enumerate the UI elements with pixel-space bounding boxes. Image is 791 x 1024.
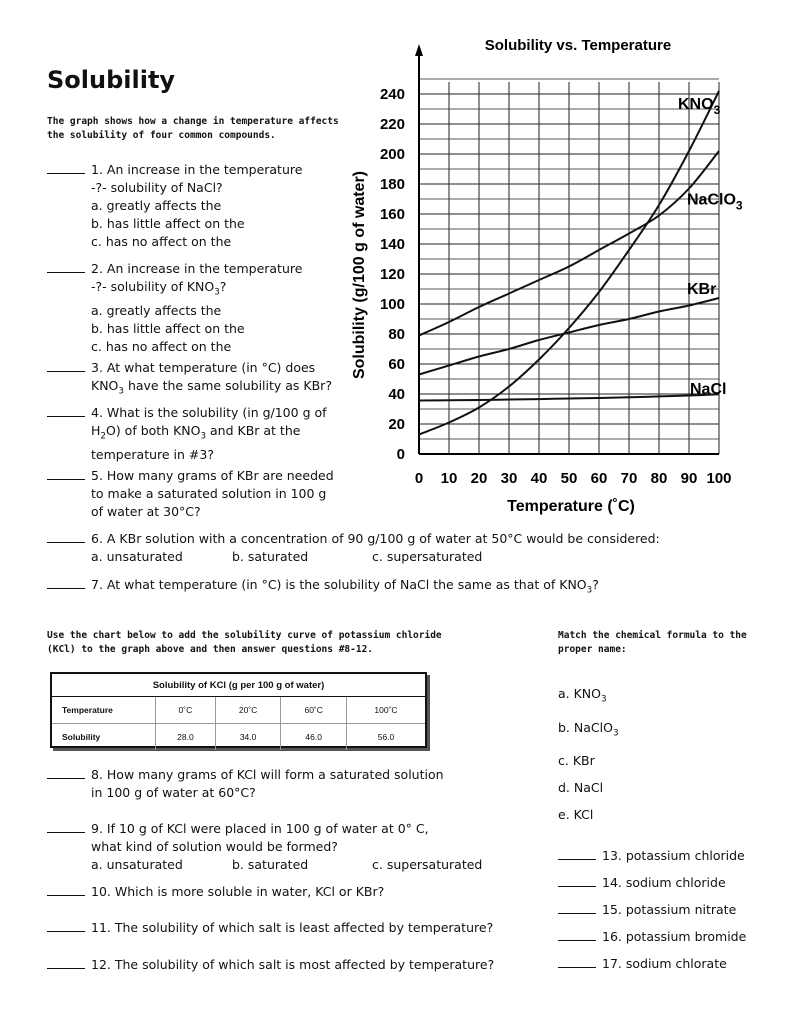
question-8-line2: in 100 g of water at 60°C? <box>91 785 256 800</box>
table-cell: 60˚C <box>281 697 347 724</box>
chart-y-axis-label: Solubility (g/100 g of water) <box>351 170 368 380</box>
question-9-line2: what kind of solution would be formed? <box>91 839 338 854</box>
y-tick-label: 0 <box>396 446 405 463</box>
match-item-14: 14. sodium chloride <box>558 869 746 896</box>
table-cell: 0˚C <box>156 697 216 724</box>
x-tick-label: 60 <box>590 470 608 487</box>
answer-blank-11[interactable] <box>47 919 85 932</box>
question-1-stem: 1. An increase in the temperature <box>91 162 303 177</box>
y-tick-label: 40 <box>388 386 405 403</box>
y-tick-label: 20 <box>388 416 405 433</box>
chart-title: Solubility vs. Temperature <box>484 37 672 54</box>
question-5 <box>47 467 334 521</box>
answer-blank-7[interactable] <box>47 576 85 589</box>
y-tick-label: 240 <box>379 86 405 103</box>
question-9-option-c: c. supersaturated <box>372 857 483 872</box>
question-12-text: 12. The solubility of which salt is most affected by temperature? <box>91 957 495 972</box>
question-5-line1: 5. How many grams of KBr are needed <box>91 468 334 483</box>
x-tick-label: 10 <box>440 470 458 487</box>
question-10 <box>47 883 384 901</box>
question-4-line1: 4. What is the solubility (in g/100 g of <box>91 405 327 420</box>
question-1-option-b: b. has little affect on the <box>91 216 245 231</box>
question-9 <box>47 820 497 874</box>
series-label: NaCl <box>690 381 727 398</box>
question-4-line3: temperature in #3? <box>91 446 214 462</box>
answer-blank-3[interactable] <box>47 359 85 372</box>
question-9-option-b: b. saturated <box>232 857 309 872</box>
question-6-option-b: b. saturated <box>232 549 309 564</box>
series-label: NaClO$_3$ <box>687 191 743 213</box>
table-cell: 100˚C <box>346 697 425 724</box>
formula-e: e. KCl <box>558 807 594 822</box>
question-1-option-a: a. greatly affects the <box>91 198 222 213</box>
solubility-chart <box>340 30 760 520</box>
x-tick-label: 100 <box>706 470 732 487</box>
y-tick-label: 140 <box>379 236 405 253</box>
table-cell: 28.0 <box>156 724 216 751</box>
y-tick-label: 100 <box>379 296 405 313</box>
question-2-line2: -?- solubility of $KNO_3$? <box>91 279 227 298</box>
match-instructions: Match the chemical formula to the proper name: <box>558 630 747 655</box>
formula-a: a. $KNO_3$ <box>558 686 607 705</box>
question-3-line2: $KNO_3$ have the same solubility as KBr? <box>91 378 332 397</box>
x-tick-label: 40 <box>530 470 548 487</box>
page-title: Solubility <box>47 66 176 94</box>
intro-text: The graph shows how a change in temperature affects the solubility of four common compounds. <box>47 116 339 141</box>
question-8 <box>47 766 444 802</box>
answer-blank-2[interactable] <box>47 260 85 273</box>
kcl-table-title: Solubility of KCl (g per 100 g of water) <box>52 674 425 697</box>
row-header-solubility: Solubility <box>52 724 156 751</box>
question-12 <box>47 956 494 974</box>
question-1-line2: -?- solubility of NaCl? <box>91 180 223 195</box>
table-cell: 56.0 <box>346 724 425 751</box>
question-1 <box>47 161 302 251</box>
answer-blank-4[interactable] <box>47 404 85 417</box>
series-label: KBr <box>687 281 717 298</box>
x-tick-label: 30 <box>500 470 518 487</box>
question-7: 7. At what temperature (in °C) is the solubility of NaCl the same as that of $KNO_3$? <box>47 576 599 600</box>
formula-list <box>558 680 619 828</box>
match-item-15: 15. potassium nitrate <box>558 896 746 923</box>
question-11-text: 11. The solubility of which salt is least affected by temperature? <box>91 920 494 935</box>
kcl-table <box>50 672 427 748</box>
question-4-line2: $H_2O$) of both $KNO_3$ and KBr at the <box>91 423 301 442</box>
x-tick-label: 70 <box>620 470 638 487</box>
question-10-text: 10. Which is more soluble in water, KCl or KBr? <box>91 884 385 899</box>
formula-c: c. KBr <box>558 753 595 768</box>
answer-blank-14[interactable] <box>558 874 596 887</box>
series-label: $KNO_3$ <box>678 96 721 117</box>
question-6-line1: 6. A KBr solution with a concentration of 90 g/100 g of water at 50°C would be considered: <box>91 531 660 546</box>
answer-blank-16[interactable] <box>558 928 596 941</box>
y-axis-arrow-icon <box>415 44 423 56</box>
table-row <box>52 697 425 724</box>
chart-tick-labels <box>380 86 732 487</box>
question-2-option-a: a. greatly affects the <box>91 302 222 318</box>
question-5-line2: to make a saturated solution in 100 g <box>91 486 327 501</box>
x-tick-label: 0 <box>414 470 424 487</box>
question-9-line1: 9. If 10 g of KCl were placed in 100 g of water at 0° C, <box>91 821 429 836</box>
formula-b: b. NaClO$_3$ <box>558 719 619 738</box>
chart-x-axis-label: Temperature (˚C) <box>507 498 635 515</box>
kcl-instructions: Use the chart below to add the solubility curve of potassium chloride (KCl) to the graph above and then answer questions #8-12. <box>47 630 442 655</box>
question-7-text: 7. At what temperature (in °C) is the solubility of NaCl the same as that of KNO <box>91 577 587 592</box>
question-9-option-a: a. unsaturated <box>91 857 183 872</box>
match-item-17: 17. sodium chlorate <box>558 950 746 977</box>
answer-blank-1[interactable] <box>47 161 85 174</box>
answer-blank-17[interactable] <box>558 955 596 968</box>
answer-blank-6[interactable] <box>47 530 85 543</box>
x-tick-label: 90 <box>680 470 698 487</box>
y-tick-label: 80 <box>388 326 405 343</box>
answer-blank-5[interactable] <box>47 467 85 480</box>
question-8-line1: 8. How many grams of KCl will form a saturated solution <box>91 767 444 782</box>
answer-blank-10[interactable] <box>47 883 85 896</box>
y-tick-label: 200 <box>379 146 405 163</box>
answer-blank-13[interactable] <box>558 847 596 860</box>
y-tick-label: 60 <box>388 356 405 373</box>
answer-blank-12[interactable] <box>47 956 85 969</box>
y-tick-label: 120 <box>379 266 405 283</box>
y-tick-label: 220 <box>379 116 405 133</box>
row-header-temperature: Temperature <box>52 697 156 724</box>
answer-blank-9[interactable] <box>47 820 85 833</box>
table-cell: 46.0 <box>281 724 347 751</box>
name-list <box>558 842 746 977</box>
y-tick-label: 180 <box>379 176 405 193</box>
question-2-option-c: c. has no affect on the <box>91 338 232 354</box>
chart-axes <box>415 44 719 454</box>
question-2-option-b: b. has little affect on the <box>91 320 245 336</box>
table-cell: 34.0 <box>215 724 281 751</box>
x-tick-label: 20 <box>470 470 488 487</box>
table-row <box>52 724 425 751</box>
question-6 <box>47 530 660 566</box>
question-2 <box>47 260 302 356</box>
question-11 <box>47 919 493 937</box>
question-6-option-a: a. unsaturated <box>91 549 183 564</box>
x-tick-label: 50 <box>560 470 578 487</box>
answer-blank-15[interactable] <box>558 901 596 914</box>
chart-series-labels <box>678 96 743 398</box>
match-item-13: 13. potassium chloride <box>558 842 746 869</box>
question-3 <box>47 359 332 401</box>
question-4 <box>47 404 327 464</box>
x-tick-label: 80 <box>650 470 668 487</box>
question-1-option-c: c. has no affect on the <box>91 234 232 249</box>
answer-blank-8[interactable] <box>47 766 85 779</box>
formula-d: d. NaCl <box>558 780 604 795</box>
question-3-line1: 3. At what temperature (in °C) does <box>91 360 316 375</box>
y-tick-label: 160 <box>379 206 405 223</box>
question-5-line3: of water at 30°C? <box>91 504 201 519</box>
question-2-stem: 2. An increase in the temperature <box>91 261 303 276</box>
match-item-16: 16. potassium bromide <box>558 923 746 950</box>
question-6-option-c: c. supersaturated <box>372 549 483 564</box>
table-cell: 20˚C <box>215 697 281 724</box>
